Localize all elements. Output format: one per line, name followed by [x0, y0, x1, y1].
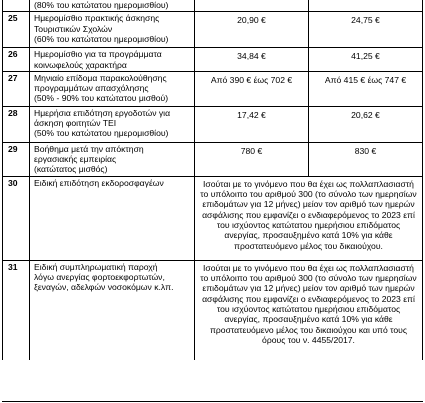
merged-value-text: Ισούται με το γινόμενο που θα έχει ως πολλαπλασιαστή το υπόλοιπο του αριθμού 300 (το σύνολο των ημερησίων επιδομάτων για 12 μήνες) μείον τον αριθμό των ημερών ασφάλισης που εμφανίζει ο ενδιαφερόμενος το 2023 επί του ισχύοντος κατώτατου ημερήσιου επιδόματος ανεργίας, προσαυξημένο κατά 10% για κάθε προστατευόμενο μέλος του δικαιούχου.: [195, 176, 423, 260]
value-2023: 830 €: [309, 142, 423, 176]
row-description: Ημερήσια επιδότηση εργοδοτών για άσκηση φοιτητών ΤΕΙ (50% του κατώτατου ημερομισθίου): [30, 106, 195, 142]
table-row: [3, 0, 423, 12]
merged-value-text: Ισούται με το γινόμενο που θα έχει ως πολλαπλασιαστή το υπόλοιπο του αριθμού 300 (το σύνολο των ημερησίων επιδομάτων για 12 μήνες) μείον τον αριθμό των ημερών ασφάλισης που εμφανίζει ο ενδιαφερόμενος το 2023 επί του ισχύοντος κατώτατου ημερήσιου επιδόματος ανεργίας, προσαυξημένο κατά 10% για κάθε προστατευόμενο μέλος του δικαιούχου και υπό τους όρους του ν. 4455/2017.: [195, 260, 423, 360]
value-2022: [195, 0, 309, 12]
row-description: Βοήθημα μετά την απόκτηση εργασιακής εμπειρίας (κατώτατος μισθός): [30, 142, 195, 176]
value-2022: 20,90 €: [195, 12, 309, 48]
value-2023: 41,25 €: [309, 48, 423, 72]
row-number: 25: [3, 12, 30, 48]
value-2023: 24,75 €: [309, 12, 423, 48]
row-number: [3, 0, 30, 12]
table-row: [3, 260, 423, 360]
table-row: [3, 176, 423, 260]
row-description: Ημερομίσθιο πρακτικής άσκησης Τουριστικών Σχολών (60% του κατώτατου ημερομισθίου): [30, 12, 195, 48]
value-2022: Από 390 € έως 702 €: [195, 71, 309, 106]
row-description: (80% του κατώτατου ημερομισθίου): [30, 0, 195, 12]
table-bottom-border: [2, 401, 423, 402]
value-2023: [309, 0, 423, 12]
table-row: [3, 106, 423, 142]
row-description: Μηνιαίο επίδομα παρακολούθησης προγραμμάτων απασχόλησης (50% - 90% του κατώτατου μισθού): [30, 71, 195, 106]
row-description: Ημερομίσθιο για τα προγράμματα κοινωφελούς χαρακτήρα: [30, 48, 195, 72]
benefits-table: [2, 0, 423, 360]
value-2023: Από 415 € έως 747 €: [309, 71, 423, 106]
value-2022: 780 €: [195, 142, 309, 176]
row-description: Ειδική συμπληρωματική παροχή λόγω ανεργίας φορτοεκφορτωτών, ξεναγών, αδελφών νοσοκόμων κ.λπ.: [30, 260, 195, 360]
table-row: [3, 142, 423, 176]
row-number: 29: [3, 142, 30, 176]
value-2023: 20,62 €: [309, 106, 423, 142]
row-number: 26: [3, 48, 30, 72]
row-description: Ειδική επιδότηση εκδοροσφαγέων: [30, 176, 195, 260]
table-row: [3, 12, 423, 48]
table-row: [3, 48, 423, 72]
value-2022: 17,42 €: [195, 106, 309, 142]
row-number: 31: [3, 260, 30, 360]
row-number: 28: [3, 106, 30, 142]
row-number: 30: [3, 176, 30, 260]
row-number: 27: [3, 71, 30, 106]
value-2022: 34,84 €: [195, 48, 309, 72]
table-row: [3, 71, 423, 106]
